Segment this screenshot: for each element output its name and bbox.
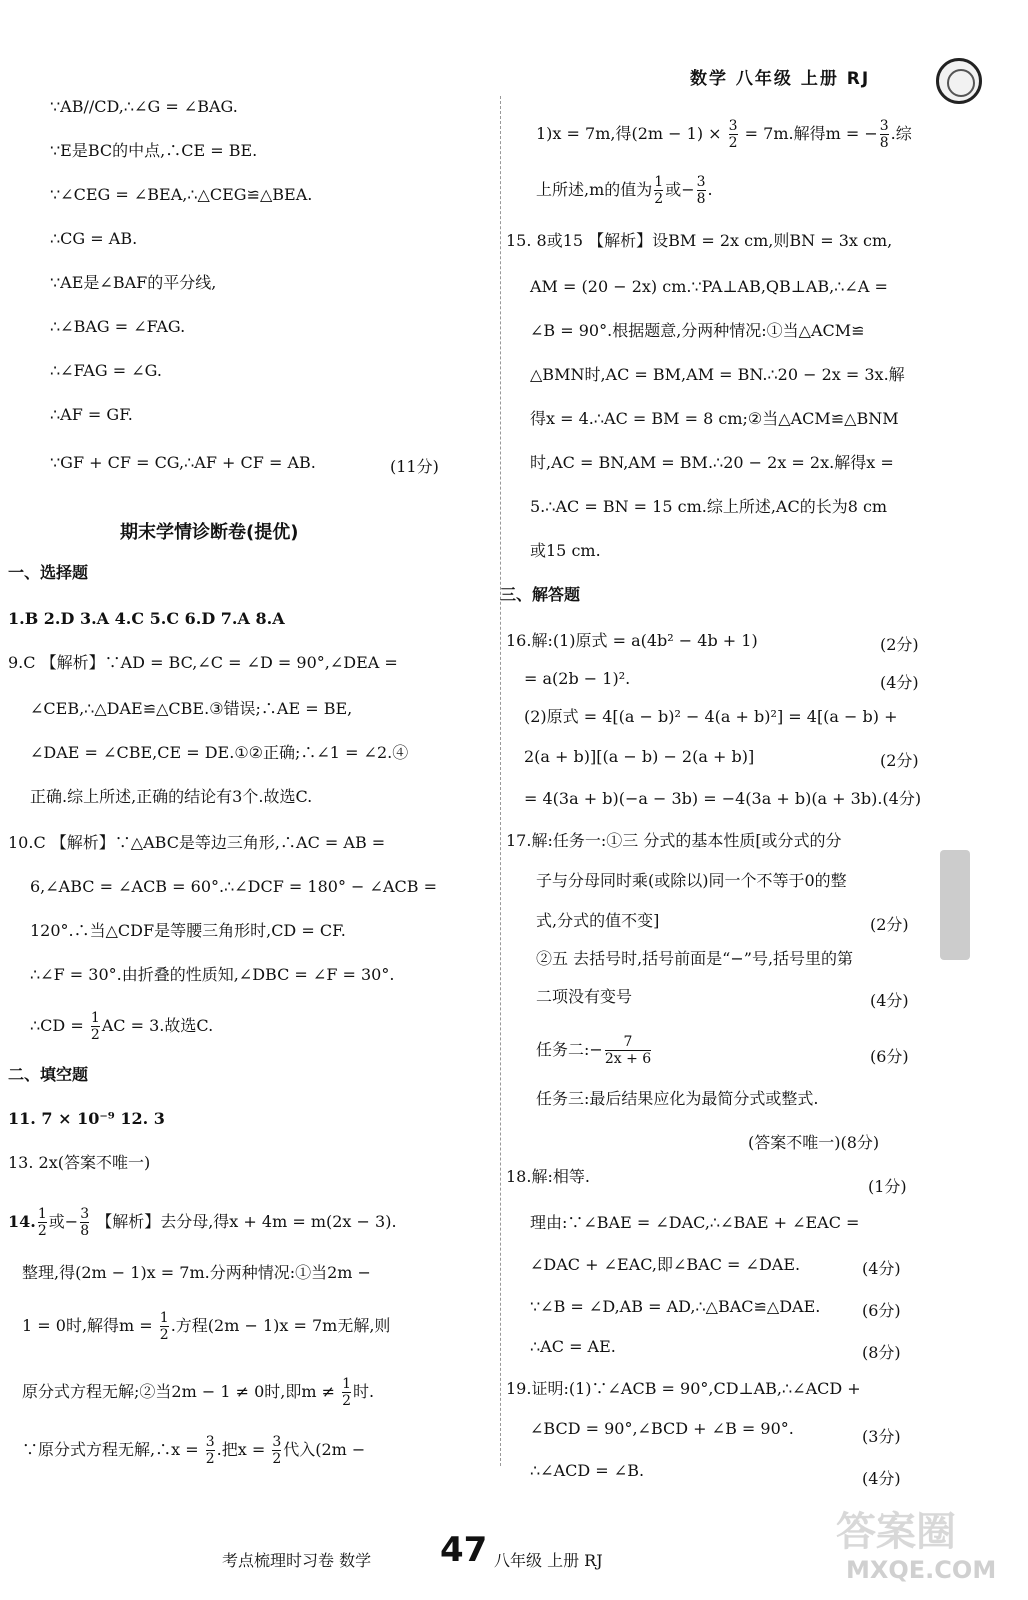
header-title: 数学 八年级 上册 RJ bbox=[690, 69, 871, 89]
q15-line: △BMN时,AC = BM,AM = BN.∴20 − 2x = 3x.解 bbox=[530, 365, 905, 384]
proof-line: ∴∠FAG = ∠G. bbox=[50, 361, 162, 380]
score: (4分) bbox=[862, 1259, 901, 1278]
q14-line: 整理,得(2m − 1)x = 7m.分两种情况:①当2m − bbox=[22, 1263, 371, 1282]
page-edge-tab bbox=[940, 850, 970, 960]
proof-line: ∵AE是∠BAF的平分线, bbox=[50, 273, 217, 292]
proof-line: ∴∠BAG = ∠FAG. bbox=[50, 317, 186, 336]
q19-line: ∠BCD = 90°,∠BCD + ∠B = 90°. bbox=[530, 1419, 794, 1438]
q10-line: 120°.∴当△CDF是等腰三角形时,CD = CF. bbox=[30, 921, 346, 940]
q16-line: 16.解:(1)原式 = a(4b² − 4b + 1) bbox=[506, 631, 758, 650]
score: (2分) bbox=[880, 635, 919, 654]
q18-line: 理由:∵∠BAE = ∠DAC,∴∠BAE + ∠EAC = bbox=[530, 1213, 860, 1232]
choice-answers: 1.B 2.D 3.A 4.C 5.C 6.D 7.A 8.A bbox=[8, 609, 285, 628]
section-heading: 一、选择题 bbox=[8, 563, 89, 582]
watermark: 答案圈 bbox=[836, 1509, 956, 1555]
proof-line: ∵AB//CD,∴∠G = ∠BAG. bbox=[50, 97, 238, 116]
section-heading: 二、填空题 bbox=[8, 1065, 89, 1084]
q16-line: = a(2b − 1)². bbox=[524, 669, 631, 688]
q9-line: 正确.综上所述,正确的结论有3个.故选C. bbox=[30, 787, 313, 806]
q14-line: 14. $\frac{1}{2}$ 或− $\frac{3}{8}$ 【解析】去分母,得x + 4m = m(2x − 3). bbox=[8, 1206, 397, 1239]
q17-line: ②五 去括号时,括号前面是“−”号,括号里的第 bbox=[536, 949, 854, 968]
q10-line: 6,∠ABC = ∠ACB = 60°.∴∠DCF = 180° − ∠ACB = bbox=[30, 877, 437, 896]
score: (2分) bbox=[880, 751, 919, 770]
q15-line: 15. 8或15 【解析】设BM = 2x cm,则BN = 3x cm, bbox=[506, 231, 893, 250]
watermark-url: MXQE.COM bbox=[846, 1556, 997, 1584]
footer-left: 考点梳理时习卷 数学 bbox=[222, 1551, 372, 1570]
q15-line: 或15 cm. bbox=[530, 541, 601, 560]
q18-line: ∠DAC + ∠EAC,即∠BAC = ∠DAE. bbox=[530, 1255, 801, 1274]
q14-line: 原分式方程无解;②当2m − 1 ≠ 0时,即m ≠ $\frac{1}{2}$ 时. bbox=[22, 1376, 375, 1409]
score: (2分) bbox=[870, 915, 909, 934]
q16-line: = 4(3a + b)(−a − 3b) = −4(3a + b)(a + 3b).(4分) bbox=[524, 789, 922, 808]
q18-line: ∴AC = AE. bbox=[530, 1337, 616, 1356]
q10-line: ∴∠F = 30°.由折叠的性质知,∠DBC = ∠F = 30°. bbox=[30, 965, 395, 984]
q16-line: 2(a + b)][(a − b) − 2(a + b)] bbox=[524, 747, 755, 766]
q9-line: ∠DAE = ∠CBE,CE = DE.①②正确;∴∠1 = ∠2.④ bbox=[30, 743, 409, 762]
q15-line: 得x = 4.∴AC = BM = 8 cm;②当△ACM≌△BNM bbox=[530, 409, 899, 428]
fill-answer: 11. 7 × 10⁻⁹ 12. 3 bbox=[8, 1109, 165, 1128]
score: (4分) bbox=[880, 673, 919, 692]
section-title: 期末学情诊断卷(提优) bbox=[120, 522, 299, 543]
q18-line: ∵∠B = ∠D,AB = AD,∴△BAC≌△DAE. bbox=[530, 1297, 821, 1316]
score: (1分) bbox=[868, 1177, 907, 1196]
score: (4分) bbox=[862, 1469, 901, 1488]
score: (8分) bbox=[862, 1343, 901, 1362]
q14-line: 1 = 0时,解得m = $\frac{1}{2}$ .方程(2m − 1)x = 7m无解,则 bbox=[22, 1310, 391, 1343]
proof-line: ∵E是BC的中点,∴CE = BE. bbox=[50, 141, 258, 160]
score: (答案不唯一)(8分) bbox=[748, 1133, 880, 1152]
q17-task2: 任务二:− $\frac{7}{2x + 6}$ bbox=[536, 1034, 652, 1067]
section-heading: 三、解答题 bbox=[500, 585, 581, 604]
q9-line: ∠CEB,∴△DAE≌△CBE.③错误;∴AE = BE, bbox=[30, 699, 353, 718]
proof-line: ∵GF + CF = CG,∴AF + CF = AB. bbox=[50, 453, 316, 472]
score: (6分) bbox=[862, 1301, 901, 1320]
q17-line: 式,分式的值不变] bbox=[536, 911, 660, 930]
score: (6分) bbox=[870, 1047, 909, 1066]
proof-line: ∵∠CEG = ∠BEA,∴△CEG≌△BEA. bbox=[50, 185, 313, 204]
page-number: 47 bbox=[440, 1530, 488, 1570]
proof-line: ∴CG = AB. bbox=[50, 229, 138, 248]
q17-line: 二项没有变号 bbox=[536, 987, 633, 1006]
column-divider bbox=[500, 96, 501, 1466]
fill-answer: 13. 2x(答案不唯一) bbox=[8, 1153, 151, 1172]
publisher-logo-icon bbox=[936, 58, 982, 104]
q19-line: 19.证明:(1)∵∠ACB = 90°,CD⊥AB,∴∠ACD + bbox=[506, 1379, 861, 1398]
q14-continued: 1)x = 7m,得(2m − 1) × $\frac{3}{2}$ = 7m.解得m = − $\frac{3}{8}$ .综 bbox=[536, 118, 912, 151]
q15-line: ∠B = 90°.根据题意,分两种情况:①当△ACM≌ bbox=[530, 321, 865, 340]
q10-line: ∴CD = $\frac{1}{2}$ AC = 3.故选C. bbox=[30, 1010, 214, 1043]
q15-line: 时,AC = BN,AM = BM.∴20 − 2x = 2x.解得x = bbox=[530, 453, 894, 472]
score: (11分) bbox=[390, 457, 439, 476]
score: (3分) bbox=[862, 1427, 901, 1446]
q19-line: ∴∠ACD = ∠B. bbox=[530, 1461, 645, 1480]
q14-continued: 上所述,m的值为 $\frac{1}{2}$ 或− $\frac{3}{8}$ . bbox=[536, 174, 713, 207]
q10-line: 10.C 【解析】∵△ABC是等边三角形,∴AC = AB = bbox=[8, 833, 386, 852]
q15-line: 5.∴AC = BN = 15 cm.综上所述,AC的长为8 cm bbox=[530, 497, 888, 516]
q17-line: 子与分母同时乘(或除以)同一个不等于0的整 bbox=[536, 871, 847, 890]
q9-line: 9.C 【解析】∵AD = BC,∠C = ∠D = 90°,∠DEA = bbox=[8, 653, 398, 672]
proof-line: ∴AF = GF. bbox=[50, 405, 133, 424]
q18-line: 18.解:相等. bbox=[506, 1167, 590, 1186]
score: (4分) bbox=[870, 991, 909, 1010]
footer-right: 八年级 上册 RJ bbox=[494, 1551, 603, 1570]
q17-line: 17.解:任务一:①三 分式的基本性质[或分式的分 bbox=[506, 831, 842, 850]
q15-line: AM = (20 − 2x) cm.∵PA⊥AB,QB⊥AB,∴∠A = bbox=[530, 277, 888, 296]
q16-line: (2)原式 = 4[(a − b)² − 4(a + b)²] = 4[(a − b) + bbox=[524, 707, 898, 726]
q17-task3: 任务三:最后结果应化为最简分式或整式. bbox=[536, 1089, 819, 1108]
q14-line: ∵原分式方程无解,∴x = $\frac{3}{2}$ .把x = $\frac{3}{2}$ 代入(2m − bbox=[22, 1434, 366, 1467]
